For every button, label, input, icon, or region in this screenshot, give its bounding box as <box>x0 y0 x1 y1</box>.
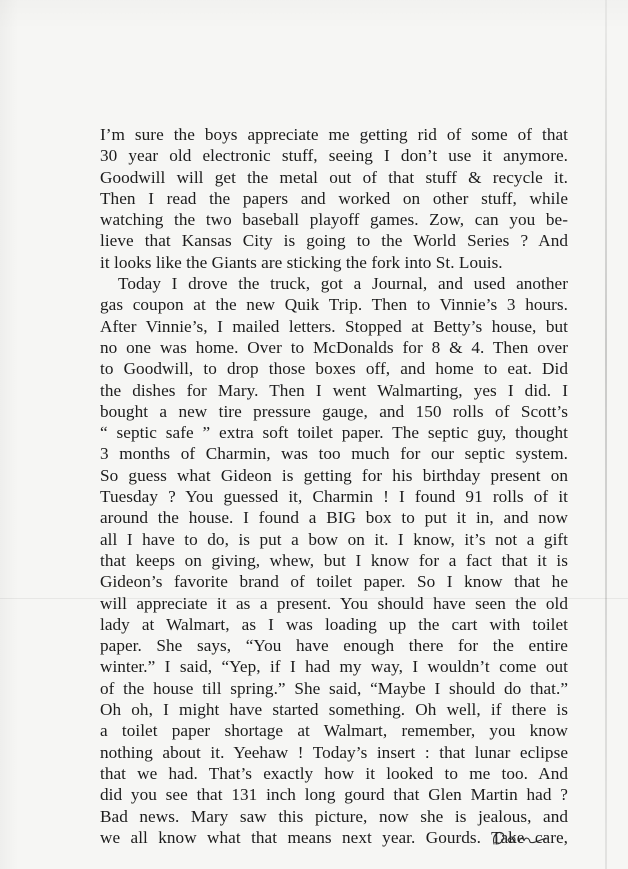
paper-fold-vertical <box>605 0 607 869</box>
letter-line: to Goodwill, to drop those boxes off, and home to eat. Did <box>100 359 568 379</box>
letter-line: lieve that Kansas City is going to the World Series ? And <box>100 231 568 251</box>
letter-line: I’m sure the boys appreciate me getting rid of some of that <box>100 125 568 144</box>
letter-line: Tuesday ? You guessed it, Charmin ! I found 91 rolls of it <box>100 487 568 507</box>
letter-line: all I have to do, is put a bow on it. I know, it’s not a gift <box>100 529 568 549</box>
letter-line: we all know what that means next year. Gourds. Take care, <box>100 827 568 847</box>
letter-line: Goodwill will get the metal out of that stuff & recycle it. <box>100 167 568 187</box>
letter-line: lady at Walmart, as I was loading up the cart with toilet <box>100 614 568 634</box>
letter-line: bought a new tire pressure gauge, and 150 rolls of Scott’s <box>100 401 568 421</box>
letter-line: Oh oh, I might have started something. Oh well, if there is <box>100 700 568 720</box>
handwritten-signature <box>488 826 552 850</box>
letter-line: So guess what Gideon is getting for his birthday present on <box>100 465 568 485</box>
letter-line: nothing about it. Yeehaw ! Today’s insert : that lunar eclipse <box>100 742 568 762</box>
signature-icon <box>488 826 552 850</box>
letter-line: Gideon’s favorite brand of toilet paper. So I know that he <box>100 572 568 592</box>
letter-body <box>100 124 568 848</box>
letter-line: “ septic safe ” extra soft toilet paper. The septic guy, thought <box>100 423 568 443</box>
letter-line: will appreciate it as a present. You should have seen the old <box>100 593 568 613</box>
letter-line: Then I read the papers and worked on other stuff, while <box>100 188 568 208</box>
letter-line: the dishes for Mary. Then I went Walmarting, yes I did. I <box>100 380 568 400</box>
letter-line: a toilet paper shortage at Walmart, remember, you know <box>100 721 568 741</box>
letter-line: of the house till spring.” She said, “Maybe I should do that.” <box>100 678 568 698</box>
letter-line: that we had. That’s exactly how it looked to me too. And <box>100 763 568 783</box>
letter-line: around the house. I found a BIG box to put it in, and now <box>100 508 568 528</box>
letter-line: it looks like the Giants are sticking the fork into St. Louis. <box>100 252 503 272</box>
letter-line: winter.” I said, “Yep, if I had my way, I wouldn’t come out <box>100 657 568 677</box>
letter-line: that keeps on giving, whew, but I know for a fact that it is <box>100 550 568 570</box>
letter-line: paper. She says, “You have enough there for the entire <box>100 636 568 656</box>
letter-line: did you see that 131 inch long gourd that Glen Martin had ? <box>100 785 568 805</box>
letter-line: 30 year old electronic stuff, seeing I don’t use it anymore. <box>100 146 568 166</box>
letter-line: watching the two baseball playoff games. Zow, can you be- <box>100 210 568 230</box>
letter-line: gas coupon at the new Quik Trip. Then to Vinnie’s 3 hours. <box>100 295 568 315</box>
letter-line: After Vinnie’s, I mailed letters. Stopped at Betty’s house, but <box>100 316 568 336</box>
letter-line: Bad news. Mary saw this picture, now she is jealous, and <box>100 806 568 826</box>
letter-line: 3 months of Charmin, was too much for our septic system. <box>100 444 568 464</box>
letter-line: Today I drove the truck, got a Journal, and used another <box>118 274 568 294</box>
letter-line: no one was home. Over to McDonalds for 8 & 4. Then over <box>100 337 568 357</box>
